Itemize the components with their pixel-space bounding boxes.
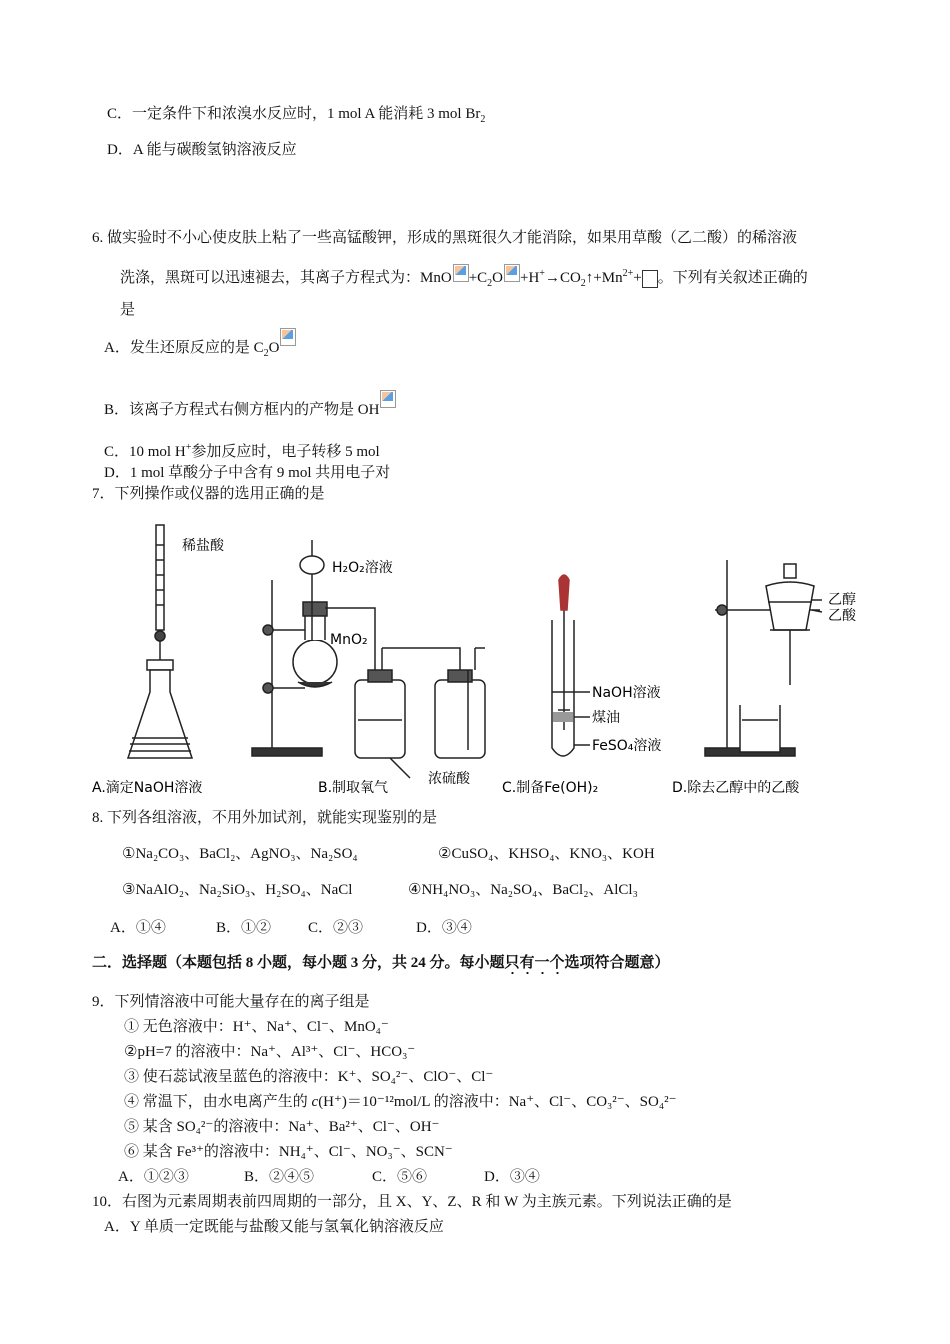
label-acetic: 乙酸 [828,608,856,624]
apparatus-c [552,575,590,756]
q5-option-d: D．A 能与碳酸氢钠溶液反应 [107,142,297,158]
q8-group-4: ④NH₄NO₃、Na₂SO₄、BaCl₂、AlCl₃ [408,882,638,898]
q8-group-2: ②CuSO₄、KHSO₄、KNO₃、KOH [438,846,655,862]
label-hcl: 稀盐酸 [182,538,224,554]
q9-item-2: ②pH=7 的溶液中：Na⁺、Al³⁺、Cl⁻、HCO₃⁻ [124,1044,416,1060]
label-kerosene: 煤油 [592,710,620,726]
q10-option-a: A．Y 单质一定既能与盐酸又能与氢氧化钠溶液反应 [104,1219,444,1235]
q9-item-4: ④ 常温下，由水电离产生的 c(H⁺)＝10⁻¹²mol/L 的溶液中：Na⁺、Cl⁻、CO₃²⁻、SO₄²⁻ [124,1094,677,1110]
label-ethanol: 乙醇 [828,592,856,608]
q7-stem: 7．下列操作或仪器的选用正确的是 [92,486,325,502]
q8-stem: 8. 下列各组溶液，不用外加试剂，就能实现鉴别的是 [92,810,438,826]
q8-option-d: D．③④ [416,920,472,936]
q8-option-c: C．②③ [308,920,364,936]
section-2-header: 二．选择题（本题包括 8 小题，每小题 3 分，共 24 分。每小题只有一个选项符合题意） [92,953,670,973]
q9-option-a: A．①②③ [118,1169,189,1185]
label-h2so4: 浓硫酸 [428,771,470,787]
apparatus-d [705,560,822,756]
q9-item-5: ⑤ 某含 SO₄²⁻的溶液中：Na⁺、Ba²⁺、Cl⁻、OH⁻ [124,1119,440,1135]
label-mno2: MnO₂ [330,632,368,648]
apparatus-figure [90,520,880,800]
q9-option-c: C．⑤⑥ [372,1169,428,1185]
caption-a: A.滴定NaOH溶液 [92,780,203,796]
q9-option-b: B．②④⑤ [244,1169,315,1185]
answer-box [642,270,658,288]
q8-group-3: ③NaAlO₂、Na₂SiO₃、H₂SO₄、NaCl [122,882,353,898]
q9-item-6: ⑥ 某含 Fe³⁺的溶液中：NH₄⁺、Cl⁻、NO₃⁻、SCN⁻ [124,1144,453,1160]
q9-stem: 9．下列情溶液中可能大量存在的离子组是 [92,994,370,1010]
apparatus-a [128,525,192,758]
q6-stem-line3: 是 [120,302,136,318]
q8-group-1: ①Na₂CO₃、BaCl₂、AgNO₃、Na₂SO₄ [122,846,358,862]
label-feso4: FeSO₄溶液 [592,738,662,754]
q9-item-3: ③ 使石蕊试液呈蓝色的溶液中：K⁺、SO₄²⁻、ClO⁻、Cl⁻ [124,1069,494,1085]
label-naoh: NaOH溶液 [592,685,661,701]
q6-option-a: A．发生还原反应的是 $C_2O$ [104,338,296,364]
q8-option-a: A．①④ [110,920,166,936]
q6-option-c: C．10 mol H+参加反应时，电子转移 5 mol [104,442,380,460]
image-placeholder-icon [504,264,520,282]
q6-stem-line2: 洗涤，黑斑可以迅速褪去，其离子方程式为：MnO $+C_2O$ $+H^+\to CO_2↑+Mn^{2+}+$ 。下列有关叙述正确的 [120,264,808,294]
image-placeholder-icon [380,390,396,408]
image-placeholder-icon [280,328,296,346]
caption-c: C.制备Fe(OH)₂ [502,780,599,796]
q9-option-d: D．③④ [484,1169,540,1185]
q6-stem-line1: 6. 做实验时不小心使皮肤上粘了一些高锰酸钾，形成的黑斑很久才能消除，如果用草酸（乙二酸）的稀溶液 [92,230,798,246]
q5-option-c: C．一定条件下和浓溴水反应时，1 mol A 能消耗 3 mol $Br_2$ [107,106,486,125]
q9-item-1: ① 无色溶液中：H⁺、Na⁺、Cl⁻、MnO₄⁻ [124,1019,389,1035]
label-h2o2: H₂O₂溶液 [332,560,393,576]
q8-option-b: B．①② [216,920,272,936]
caption-d: D.除去乙醇中的乙酸 [672,780,800,796]
q6-option-b: B．该离子方程式右侧方框内的产物是 OH [104,400,396,420]
q10-stem: 10．右图为元素周期表前四周期的一部分，且 X、Y、Z、R 和 W 为主族元素。下列说法正确的是 [92,1194,732,1210]
caption-b: B.制取氧气 [318,780,389,796]
q6-option-d: D．1 mol 草酸分子中含有 9 mol 共用电子对 [104,465,391,481]
image-placeholder-icon [453,264,469,282]
